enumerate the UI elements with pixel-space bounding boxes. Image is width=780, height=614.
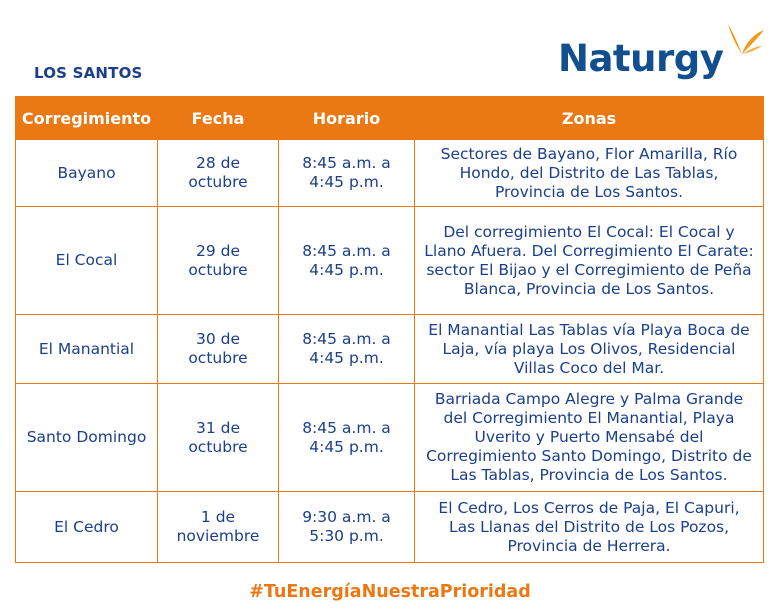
cell-corregimiento: El Manantial <box>16 315 158 384</box>
cell-fecha: 31 de octubre <box>158 384 279 492</box>
header-corregimiento: Corregimiento <box>16 97 158 140</box>
campaign-hashtag: #TuEnergíaNuestraPrioridad <box>249 582 531 602</box>
cell-zonas: Del corregimiento El Cocal: El Cocal y Llano Afuera. Del Corregimiento El Carate: sector El Bijao y el Corregimiento de Peña Blanca, Provincia de Los Santos. <box>415 207 764 315</box>
cell-horario: 8:45 a.m. a 4:45 p.m. <box>279 140 415 207</box>
naturgy-logo <box>558 30 770 86</box>
cell-zonas: El Manantial Las Tablas vía Playa Boca de Laja, vía playa Los Olivos, Residencial Villas Coco del Mar. <box>415 315 764 384</box>
cell-horario: 8:45 a.m. a 4:45 p.m. <box>279 207 415 315</box>
cell-fecha: 1 de noviembre <box>158 492 279 563</box>
table-row <box>16 384 764 492</box>
header-fecha: Fecha <box>158 97 279 140</box>
cell-corregimiento: Bayano <box>16 140 158 207</box>
schedule-table <box>15 96 764 563</box>
table-header-row <box>16 97 764 140</box>
cell-corregimiento: Santo Domingo <box>16 384 158 492</box>
cell-corregimiento: El Cocal <box>16 207 158 315</box>
cell-horario: 9:30 a.m. a 5:30 p.m. <box>279 492 415 563</box>
cell-horario: 8:45 a.m. a 4:45 p.m. <box>279 315 415 384</box>
cell-fecha: 29 de octubre <box>158 207 279 315</box>
region-title: LOS SANTOS <box>34 64 143 82</box>
cell-zonas: Barriada Campo Alegre y Palma Grande del Corregimiento El Manantial, Playa Uverito y Puerto Mensabé del Corregimiento Santo Domingo, Distrito de Las Tablas, Provincia de Los Santos. <box>415 384 764 492</box>
butterfly-logo-icon <box>722 20 766 64</box>
cell-zonas: Sectores de Bayano, Flor Amarilla, Río Hondo, del Distrito de Las Tablas, Provincia de Los Santos. <box>415 140 764 207</box>
cell-zonas: El Cedro, Los Cerros de Paja, El Capuri, Las Llanas del Distrito de Los Pozos, Provincia de Herrera. <box>415 492 764 563</box>
header-zonas: Zonas <box>415 97 764 140</box>
table-row <box>16 140 764 207</box>
cell-fecha: 28 de octubre <box>158 140 279 207</box>
header-horario: Horario <box>279 97 415 140</box>
cell-corregimiento: El Cedro <box>16 492 158 563</box>
table-row <box>16 492 764 563</box>
cell-horario: 8:45 a.m. a 4:45 p.m. <box>279 384 415 492</box>
table-row <box>16 207 764 315</box>
cell-fecha: 30 de octubre <box>158 315 279 384</box>
table-row <box>16 315 764 384</box>
logo-wordmark: Naturgy <box>558 36 724 80</box>
